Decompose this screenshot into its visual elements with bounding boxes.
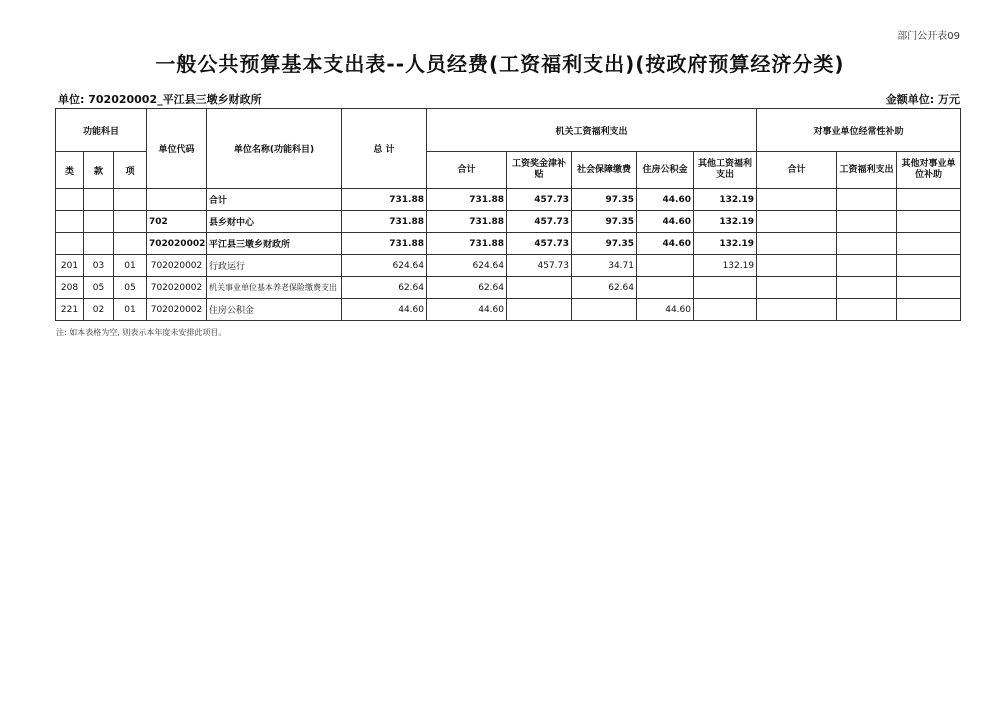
cell-wage [507,277,572,299]
header-social-security: 社会保障缴费 [572,152,637,189]
cell-housing: 44.60 [637,189,694,211]
header-housing-fund: 住房公积金 [637,152,694,189]
cell-housing: 44.60 [637,299,694,321]
cell-subtotal: 731.88 [427,233,507,255]
cell-e-subtotal [757,189,837,211]
form-number: 部门公开表09 [897,31,960,42]
cell-social: 62.64 [572,277,637,299]
cell-e-wage [837,255,897,277]
cell-xiang: 01 [114,299,147,321]
cell-other [694,299,757,321]
header-unit-name: 单位名称(功能科目) [207,109,342,189]
cell-xiang [114,211,147,233]
header-wage-bonus: 工资奖金津补贴 [507,152,572,189]
cell-code: 702 [147,211,207,233]
cell-code: 702020002 [147,277,207,299]
cell-total: 731.88 [342,211,427,233]
header-enterprise-group: 对事业单位经常性补助 [757,109,961,152]
cell-e-other [897,211,961,233]
cell-xiang: 05 [114,277,147,299]
cell-e-wage [837,211,897,233]
cell-wage: 457.73 [507,211,572,233]
header-lei: 类 [56,152,84,189]
cell-total: 624.64 [342,255,427,277]
cell-e-subtotal [757,255,837,277]
header-agency-group: 机关工资福利支出 [427,109,757,152]
cell-name: 住房公积金 [207,299,342,321]
cell-e-other [897,299,961,321]
cell-code: 702020002 [147,299,207,321]
page-title: 一般公共预算基本支出表--人员经费(工资福利支出)(按政府预算经济分类) [155,52,845,76]
cell-housing [637,255,694,277]
cell-total: 44.60 [342,299,427,321]
cell-e-wage [837,277,897,299]
cell-wage: 457.73 [507,189,572,211]
cell-name: 合计 [207,189,342,211]
header-enterprise-other: 其他对事业单位补助 [897,152,961,189]
cell-lei: 201 [56,255,84,277]
cell-name: 机关事业单位基本养老保险缴费支出 [207,277,342,299]
cell-total: 731.88 [342,233,427,255]
cell-code [147,189,207,211]
cell-social [572,299,637,321]
header-kuan: 款 [84,152,114,189]
cell-wage [507,299,572,321]
cell-lei [56,233,84,255]
header-xiang: 项 [114,152,147,189]
unit-label: 单位: 702020002_平江县三墩乡财政所 [58,93,262,106]
cell-housing [637,277,694,299]
cell-housing: 44.60 [637,211,694,233]
cell-lei: 221 [56,299,84,321]
budget-table [55,108,961,321]
cell-lei [56,211,84,233]
cell-subtotal: 731.88 [427,189,507,211]
cell-xiang [114,233,147,255]
header-unit-code: 单位代码 [147,109,207,189]
cell-kuan [84,189,114,211]
cell-e-subtotal [757,299,837,321]
cell-kuan: 05 [84,277,114,299]
cell-kuan [84,211,114,233]
cell-housing: 44.60 [637,233,694,255]
cell-wage: 457.73 [507,233,572,255]
cell-e-wage [837,233,897,255]
cell-kuan: 02 [84,299,114,321]
cell-name: 平江县三墩乡财政所 [207,233,342,255]
cell-subtotal: 44.60 [427,299,507,321]
cell-code: 702020002 [147,233,207,255]
cell-kuan: 03 [84,255,114,277]
header-enterprise-wage: 工资福利支出 [837,152,897,189]
table-row [56,255,961,277]
cell-total: 731.88 [342,189,427,211]
amount-unit: 金额单位: 万元 [885,93,960,106]
header-enterprise-subtotal: 合计 [757,152,837,189]
cell-subtotal: 62.64 [427,277,507,299]
cell-e-subtotal [757,277,837,299]
table-row [56,277,961,299]
cell-social: 97.35 [572,189,637,211]
table-row [56,189,961,211]
table-row [56,233,961,255]
cell-social: 97.35 [572,211,637,233]
header-other-wage: 其他工资福利支出 [694,152,757,189]
cell-xiang [114,189,147,211]
cell-other: 132.19 [694,255,757,277]
cell-social: 34.71 [572,255,637,277]
cell-xiang: 01 [114,255,147,277]
table-row [56,299,961,321]
cell-other: 132.19 [694,189,757,211]
cell-other [694,277,757,299]
cell-wage: 457.73 [507,255,572,277]
cell-other: 132.19 [694,211,757,233]
cell-subtotal: 624.64 [427,255,507,277]
cell-code: 702020002 [147,255,207,277]
cell-lei: 208 [56,277,84,299]
cell-name: 县乡财中心 [207,211,342,233]
cell-e-subtotal [757,233,837,255]
header-total: 总 计 [342,109,427,189]
cell-name: 行政运行 [207,255,342,277]
header-func-subject: 功能科目 [56,109,147,152]
cell-social: 97.35 [572,233,637,255]
cell-e-other [897,233,961,255]
header-agency-subtotal: 合计 [427,152,507,189]
cell-e-other [897,277,961,299]
cell-other: 132.19 [694,233,757,255]
cell-subtotal: 731.88 [427,211,507,233]
cell-e-other [897,255,961,277]
table-row [56,211,961,233]
cell-e-subtotal [757,211,837,233]
cell-e-wage [837,299,897,321]
footnote: 注: 如本表格为空, 则表示本年度未安排此项目。 [56,328,227,337]
cell-lei [56,189,84,211]
cell-e-wage [837,189,897,211]
cell-e-other [897,189,961,211]
cell-total: 62.64 [342,277,427,299]
cell-kuan [84,233,114,255]
